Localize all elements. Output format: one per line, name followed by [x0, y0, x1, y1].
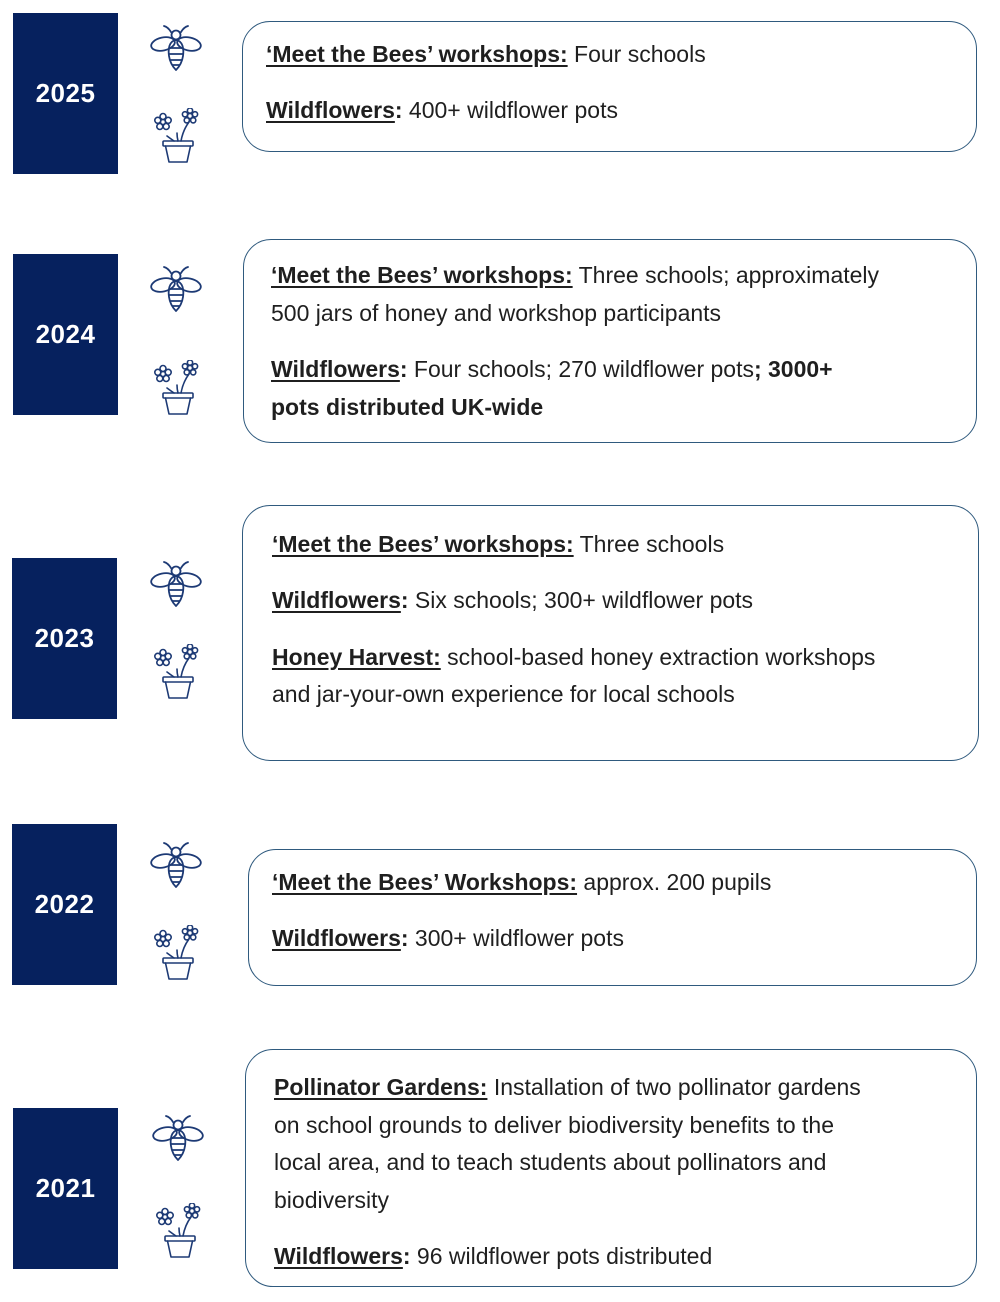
item-colon: : — [400, 925, 409, 951]
item-text: Four schools; 270 wildflower pots — [407, 356, 754, 382]
item-label: Wildflowers — [271, 356, 400, 382]
item-text: and jar-your-own experience for local schools — [272, 681, 735, 707]
item-text: Four schools — [567, 41, 706, 67]
item-text: 400+ wildflower pots — [402, 97, 618, 123]
pollinator-gardens-item — [274, 1068, 861, 1106]
wildflowers-item — [271, 350, 833, 388]
meet-the-bees-item — [266, 35, 706, 73]
item-label: Wildflowers — [272, 925, 401, 951]
item-label: ‘Meet the Bees’ workshops: — [272, 531, 574, 557]
year-badge-2025: 2025 — [13, 13, 118, 174]
item-label: ‘Meet the Bees’ workshops: — [266, 41, 568, 67]
item-text: on school grounds to deliver biodiversity benefits to the — [274, 1112, 834, 1138]
wildflowers-item — [266, 91, 618, 129]
item-text: local area, and to teach students about pollinators and — [274, 1149, 827, 1175]
item-label: Wildflowers — [266, 97, 395, 123]
item-label: Honey Harvest: — [272, 644, 441, 670]
item-label: Wildflowers — [272, 587, 401, 613]
item-text: Three schools; approximately — [572, 262, 880, 288]
item-label: ‘Meet the Bees’ Workshops: — [272, 869, 578, 895]
timeline-card-2025 — [242, 21, 977, 152]
year-badge-2022: 2022 — [12, 824, 117, 985]
pollinator-gardens-item-continued — [274, 1143, 826, 1181]
item-label: ‘Meet the Bees’ workshops: — [271, 262, 573, 288]
item-text: 96 wildflower pots distributed — [410, 1243, 713, 1269]
year-badge-2021: 2021 — [13, 1108, 118, 1269]
item-text: Installation of two pollinator gardens — [487, 1074, 861, 1100]
meet-the-bees-item-continued — [271, 294, 721, 332]
item-label: Wildflowers — [274, 1243, 403, 1269]
timeline-card-2024 — [243, 239, 977, 443]
item-text: 500 jars of honey and workshop participants — [271, 300, 722, 326]
pollinator-gardens-item-continued — [274, 1181, 389, 1219]
year-badge-2024: 2024 — [13, 254, 118, 415]
meet-the-bees-item — [272, 525, 724, 563]
flower-pot-icon — [155, 1203, 205, 1259]
pollinator-gardens-item-continued — [274, 1106, 834, 1144]
item-emphasis: ; 3000+ — [753, 356, 833, 382]
bee-icon — [150, 25, 202, 71]
flower-pot-icon — [153, 108, 203, 164]
item-text: 300+ wildflower pots — [408, 925, 624, 951]
item-colon: : — [394, 97, 403, 123]
item-colon: : — [400, 587, 409, 613]
bee-icon — [150, 561, 202, 607]
wildflowers-item — [274, 1237, 712, 1275]
timeline-card-2023 — [242, 505, 979, 761]
flower-pot-icon — [153, 925, 203, 981]
honey-harvest-item-continued — [272, 675, 735, 713]
item-text: biodiversity — [274, 1187, 390, 1213]
item-colon: : — [399, 356, 408, 382]
item-label: Pollinator Gardens: — [274, 1074, 488, 1100]
item-text: school-based honey extraction workshops — [440, 644, 876, 670]
flower-pot-icon — [153, 644, 203, 700]
bee-icon — [150, 266, 202, 312]
timeline-card-2022 — [248, 849, 977, 986]
wildflowers-item-continued — [271, 388, 543, 426]
honey-harvest-item — [272, 638, 875, 676]
bee-icon — [150, 842, 202, 888]
meet-the-bees-item — [272, 863, 771, 901]
timeline-card-2021 — [245, 1049, 977, 1287]
meet-the-bees-item — [271, 256, 879, 294]
year-badge-2023: 2023 — [12, 558, 117, 719]
wildflowers-item — [272, 919, 624, 957]
item-colon: : — [402, 1243, 411, 1269]
item-text: approx. 200 pupils — [577, 869, 772, 895]
item-emphasis: pots distributed UK-wide — [271, 394, 544, 420]
wildflowers-item — [272, 581, 753, 619]
item-text: Six schools; 300+ wildflower pots — [408, 587, 754, 613]
flower-pot-icon — [153, 360, 203, 416]
bee-icon — [152, 1115, 204, 1161]
item-text: Three schools — [573, 531, 725, 557]
